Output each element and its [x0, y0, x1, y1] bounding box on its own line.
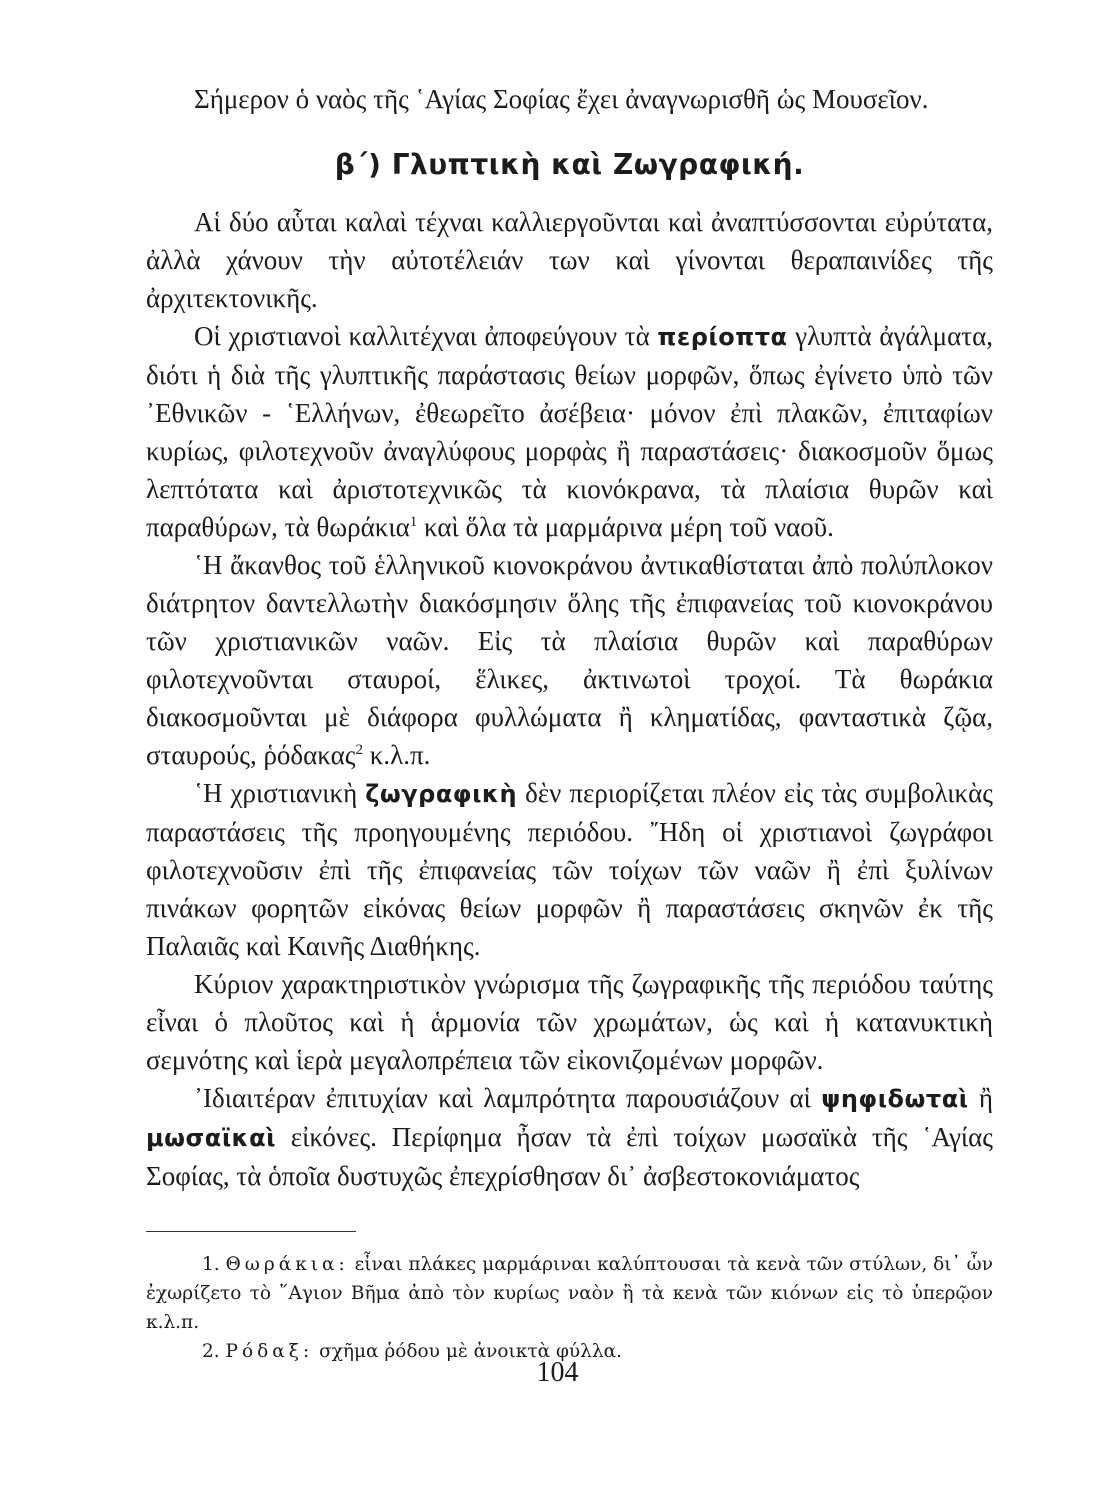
keyword-mosaikai: μωσαϊκαὶ: [146, 1124, 276, 1152]
keyword-psifidotai: ψηφιδωταὶ: [821, 1085, 969, 1113]
paragraph-characteristics: Κύριον χαρακτηριστικὸν γνώρισμα τῆς ζωγραφικῆς τῆς περιόδου ταύτης εἶναι ὁ πλοῦτος καὶ ἡ ἁρμονία τῶν χρωμάτων, ὡς καὶ ἡ κατανυκτικὴ σεμνότης καὶ ἱερὰ μεγαλοπρέπεια τῶν εἰκονιζομένων μορφῶν.: [146, 969, 993, 1075]
text-span: ᾿Ιδιαιτέραν ἐπιτυχίαν καὶ λαμπρότητα παρουσιάζουν αἱ: [194, 1083, 811, 1113]
footnote-ref-2: 2: [355, 742, 364, 758]
paragraph-mosaics: [146, 1079, 993, 1195]
text-span: Οἱ χριστιανοὶ καλλιτέχναι ἀποφεύγουν τὰ: [194, 321, 650, 351]
text-span: ἢ: [978, 1083, 994, 1113]
text-span: ῾Η χριστιανικὴ: [194, 778, 358, 808]
text-span: ῾Η ἄκανθος τοῦ ἑλληνικοῦ κιονοκράνου ἀντικαθίσταται ἀπὸ πολύπλοκον διάτρητον δαντελλωτὴν διακόσμησιν ὅλης τῆς ἐπιφανείας τοῦ κιονοκράνου τῶν χριστιανικῶν ναῶν. Εἰς τὰ πλαίσια θυρῶν καὶ παραθύρων φιλοτεχνοῦνται σταυροί, ἕλικες, ἀκτινωτοὶ τροχοί. Τὰ θωράκια διακοσμοῦνται μὲ διάφορα φυλλώματα ἢ κληματίδας, φανταστικὰ ζῷα, σταυρούς, ῥόδακας: [146, 550, 993, 770]
footnote-1: [146, 1250, 993, 1337]
keyword-perioptra: περίοπτα: [657, 323, 788, 351]
text-span: εἰκόνες. Περίφημα ἦσαν τὰ ἐπὶ τοίχων μωσαϊκὰ τῆς ῾Αγίας Σοφίας, τὰ ὁποῖα δυστυχῶς ἐπεχρίσθησαν δι᾿ ἀσβεστοκονιάματος: [146, 1122, 993, 1191]
footnote-text: σχῆμα ῥόδου μὲ ἀνοικτὰ φύλλα.: [319, 1341, 622, 1362]
paragraph-museum: Σήμερον ὁ ναὸς τῆς ῾Αγίας Σοφίας ἔχει ἀναγνωρισθῆ ὡς Μουσεῖον.: [194, 84, 929, 114]
footnote-ref-1: 1: [409, 514, 418, 530]
keyword-zografiki: ζωγραφικὴ: [365, 780, 518, 808]
section-heading: β΄) Γλυπτικὴ καὶ Ζωγραφική.: [334, 148, 805, 181]
footnote-number: 1.: [202, 1254, 220, 1275]
text-span: κ.λ.π.: [369, 740, 431, 770]
paragraph-sculpture: [146, 317, 993, 546]
footnote-term: Θωράκια:: [225, 1254, 349, 1275]
text-span: δὲν περιορίζεται πλέον εἰς τὰς συμβολικὰς παραστάσεις τῆς προηγουμένης περιόδου. ῎Ηδη οἱ χριστιανοὶ ζωγράφοι φιλοτεχνοῦσιν ἐπὶ τῆς ἐπιφανείας τῶν τοίχων τῶν ναῶν ἢ ἐπὶ ξυλίνων πινάκων φορητῶν εἰκόνας θείων μορφῶν ἢ παραστάσεις σκηνῶν ἐκ τῆς Παλαιᾶς καὶ Καινῆς Διαθήκης.: [146, 778, 993, 961]
text-span: γλυπτὰ ἀγάλματα, διότι ἡ διὰ τῆς γλυπτικῆς παράστασις θείων μορφῶν, ὅπως ἐγίνετο ὑπὸ τῶν ᾿Εθνικῶν - ῾Ελλήνων, ἐθεωρεῖτο ἀσέβεια· μόνον ἐπὶ πλακῶν, ἐπιταφίων κυρίως, φιλοτεχνοῦν ἀναγλύφους μορφὰς ἢ παραστάσεις· διακοσμοῦν ὅμως λεπτότατα καὶ ἀριστοτεχνικῶς τὰ κιονόκρανα, τὰ πλαίσια θυρῶν καὶ παραθύρων, τὰ θωράκια: [146, 321, 994, 542]
footnote-number: 2.: [202, 1341, 220, 1362]
text-span: καὶ ὅλα τὰ μαρμάρινα μέρη τοῦ ναοῦ.: [424, 512, 834, 542]
paragraph-acanthus: [146, 546, 993, 774]
paragraph-intro: Αἱ δύο αὗται καλαὶ τέχναι καλλιεργοῦνται καὶ ἀναπτύσσονται εὐρύτατα, ἀλλὰ χάνουν τὴν αὐτοτέλειάν των καὶ γίνονται θεραπαινίδες τῆς ἀρχιτεκτονικῆς.: [146, 207, 993, 313]
footnote-divider: [146, 1231, 356, 1232]
page-number: 104: [536, 1357, 579, 1388]
footnote-term: Ρόδαξ:: [225, 1341, 314, 1362]
footnote-text: εἶναι πλάκες μαρμάριναι καλύπτουσαι τὰ κενὰ τῶν στύλων, δι᾿ ὧν ἐχωρίζετο τὸ ῞Αγιον Βῆμα ἀπὸ τὸν κυρίως ναὸν ἢ τὰ κενὰ τῶν κιόνων εἰς τὸ ὑπερῷον κ.λ.π.: [146, 1254, 993, 1333]
paragraph-painting: [146, 774, 993, 965]
